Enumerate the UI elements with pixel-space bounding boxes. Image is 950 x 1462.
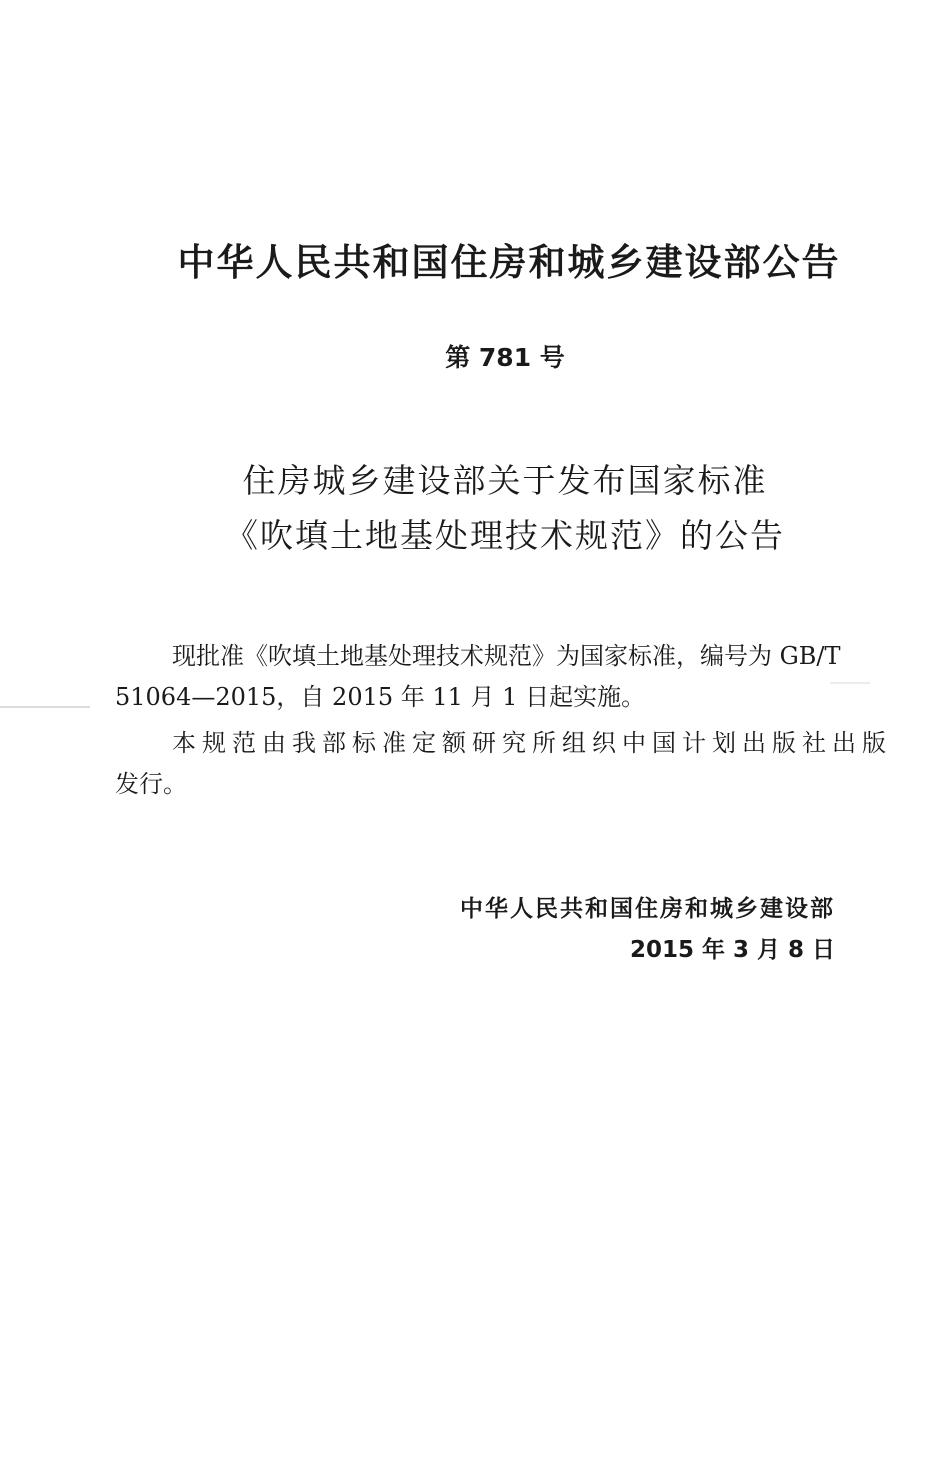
body-paragraph1-line2: 51064—2015，自 2015 年 11 月 1 日起实施。	[115, 683, 646, 711]
announcement-number: 第 781 号	[445, 343, 565, 372]
scan-artifact-left	[0, 706, 90, 708]
announcement-title: 中华人民共和国住房和城乡建设部公告	[177, 241, 841, 284]
body-paragraph1-line1: 现批准《吹填土地基处理技术规范》为国家标准，编号为 GB/T	[172, 642, 841, 670]
body-paragraph2-line2: 发行。	[115, 770, 187, 798]
signature-organization: 中华人民共和国住房和城乡建设部	[460, 896, 835, 922]
announcement-subtitle-line1: 住房城乡建设部关于发布国家标准	[242, 461, 768, 500]
scan-artifact-right	[830, 682, 870, 684]
announcement-subtitle-line2: 《吹填土地基处理技术规范》的公告	[225, 516, 785, 555]
body-paragraph2-line1: 本规范由我部标准定额研究所组织中国计划出版社出版	[172, 729, 892, 757]
signature-date: 2015 年 3 月 8 日	[629, 937, 835, 963]
